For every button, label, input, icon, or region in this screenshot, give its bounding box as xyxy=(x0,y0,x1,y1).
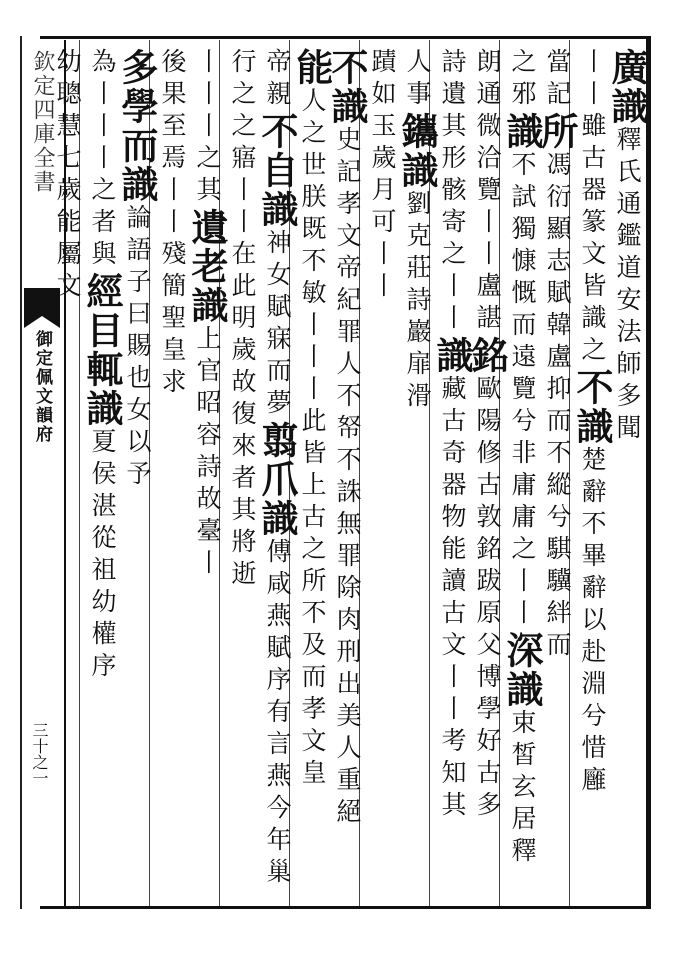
headword: 不識 xyxy=(570,368,614,446)
annotation-text: 之邪 xyxy=(508,48,537,112)
headword: 不 xyxy=(325,48,369,87)
headword: 多學而識 xyxy=(115,48,159,204)
annotation-text: 丨丨殘簡聖皇求 xyxy=(158,176,187,400)
annotation-text: 神女賦寐而夢 xyxy=(263,229,292,421)
headword: 不自識 xyxy=(255,112,299,229)
annotation-text: 不試獨慷慨而遠覽兮非庸庸之丨丨 xyxy=(508,151,537,631)
annotation-text: 蹟 xyxy=(368,48,397,80)
annotation-text: 楚辭不畢辭以赴淵兮惜廱 xyxy=(578,446,607,798)
annotation-text: 上官昭容詩故臺丨 xyxy=(193,325,222,581)
headword: 銘 xyxy=(465,336,509,375)
annotation-text: 詩遺其形骸寄之丨丨 xyxy=(438,48,467,336)
annotation-text: 論語子曰賜也女以予 xyxy=(123,204,152,492)
annotation-text: 為丨丨丨之者與 xyxy=(88,48,117,272)
text-column xyxy=(45,48,89,900)
annotation-text: 藏古奇器物能讀古文丨丨考知其 xyxy=(438,375,467,823)
annotation-text: 如玉歲月可丨丨 xyxy=(368,80,397,304)
annotation-text: 朗通微洽覽丨丨盧諶 xyxy=(473,48,502,336)
margin-title: 欽定四庫全書 xyxy=(30,50,55,194)
annotation-text: 人事 xyxy=(403,48,432,112)
annotation-text: 人之世朕既不敏丨丨丨此皆上古之所不及而孝文皇 xyxy=(298,87,327,791)
annotation-text: 釋氏通鑑道安法師多聞 xyxy=(613,126,642,446)
annotation-text: 之寤丨丨 xyxy=(228,112,257,240)
margin-folio-number: 三十之一 xyxy=(30,722,49,786)
headword: 識 xyxy=(500,112,544,151)
headword: 鑴識 xyxy=(395,112,439,190)
annotation-text: 行之 xyxy=(228,48,257,112)
headword: 深識 xyxy=(500,631,544,709)
annotation-text: 傅咸燕賦序有言燕今年巢 xyxy=(263,538,292,890)
frame-top-border xyxy=(40,36,650,39)
annotation-text: 丨丨雖古器篆文皆識之 xyxy=(578,48,607,368)
annotation-text: 馮衍顯志賦韓盧抑而不縱兮騏驥絆而 xyxy=(543,151,572,663)
headword: 廣識 xyxy=(605,48,649,126)
annotation-text: 帝親 xyxy=(263,48,292,112)
annotation-text: 丨丨丨之其 xyxy=(193,48,222,208)
annotation-text: 幼聰慧七歲能屬文 xyxy=(53,48,82,304)
annotation-text: 束皙玄居釋 xyxy=(508,709,537,869)
headword: 識 xyxy=(325,87,369,126)
annotation-text: 當記 xyxy=(543,48,572,112)
headword: 能 xyxy=(290,48,334,87)
annotation-text: 在此明歲故復來者其將逝 xyxy=(228,240,257,592)
annotation-text: 史記孝文帝紀罪人不帑不誅無罪除肉刑出美人重絕 xyxy=(333,126,362,830)
headword: 遺老識 xyxy=(185,208,229,325)
headword: 識 xyxy=(430,336,474,375)
annotation-text: 後果至焉 xyxy=(158,48,187,176)
annotation-text: 夏侯湛從祖幼權序 xyxy=(88,428,117,684)
headword: 翦爪識 xyxy=(255,421,299,538)
annotation-text: 歐陽修古敦銘跋原父博學好古多 xyxy=(473,375,502,823)
headword: 所 xyxy=(535,112,579,151)
margin-book-title: 御定佩文韻府 xyxy=(32,330,52,444)
headword: 經目輒識 xyxy=(80,272,124,428)
frame-bottom-border xyxy=(40,906,650,909)
annotation-text: 劉克莊詩巖扉滑 xyxy=(403,190,432,414)
